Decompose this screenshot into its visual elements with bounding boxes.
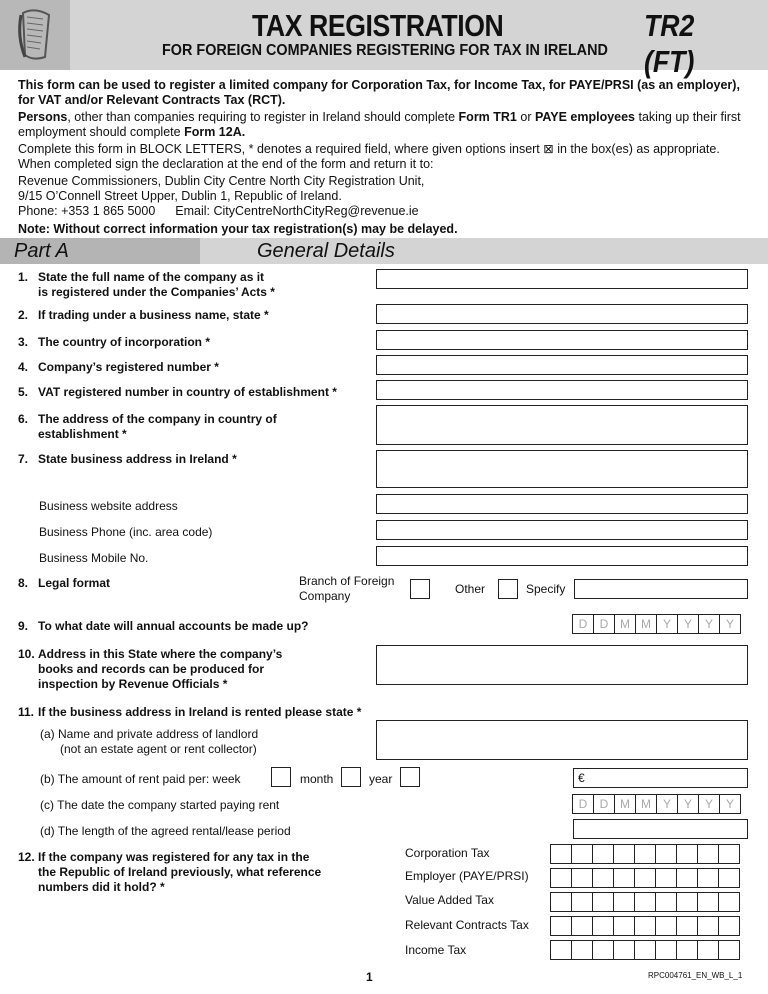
form-code: TR2 (FT) (644, 8, 695, 79)
ref-cell[interactable] (592, 844, 614, 864)
specify-label: Specify (526, 582, 566, 596)
date-cell[interactable]: M (635, 794, 657, 814)
q1-label: 1. State the full name of the company as it is registered under the Companies’ Acts * (18, 270, 275, 299)
rent-month-checkbox[interactable] (341, 767, 361, 787)
date-cell[interactable]: Y (719, 614, 741, 634)
ref-cell[interactable] (613, 892, 635, 912)
ref-cell[interactable] (550, 892, 572, 912)
country-incorporation-field[interactable] (376, 330, 748, 350)
ref-cell[interactable] (697, 940, 719, 960)
form-subtitle: FOR FOREIGN COMPANIES REGISTERING FOR TAX IN IRELAND (162, 42, 608, 59)
ref-employer-field[interactable] (551, 868, 740, 888)
q9-label: 9. To what date will annual accounts be made up? (18, 619, 309, 633)
contact-line: Phone: +353 1 865 5000 Email: CityCentreNorthCityReg@revenue.ie (18, 204, 419, 218)
ref-cell[interactable] (655, 916, 677, 936)
q2-label: 2. If trading under a business name, state * (18, 308, 269, 322)
ref-cell[interactable] (697, 892, 719, 912)
ref-cell[interactable] (571, 916, 593, 936)
rent-month-label: month (300, 772, 334, 786)
ref-cell[interactable] (718, 916, 740, 936)
ref-cell[interactable] (676, 940, 698, 960)
branch-label: Branch of Foreign Company (299, 574, 395, 603)
q3-label: 3. The country of incorporation * (18, 335, 211, 349)
ref-cell[interactable] (550, 868, 572, 888)
q7-label: 7. State business address in Ireland * (18, 452, 237, 466)
rent-start-date-field[interactable] (573, 794, 741, 814)
mobile-field[interactable] (376, 546, 748, 566)
ref-cell[interactable] (718, 940, 740, 960)
date-cell[interactable]: D (572, 794, 594, 814)
intro-p1: This form can be used to register a limited company for Corporation Tax, for Income Tax, for PAYE/PRSI (as an employer), for VAT and/or Relevant Contracts Tax (RCT). (18, 78, 740, 107)
date-cell[interactable]: Y (698, 794, 720, 814)
euro-sign: € (578, 771, 585, 785)
tax-income-label: Income Tax (405, 943, 467, 957)
ref-rct-field[interactable] (551, 916, 740, 936)
accounts-date-field[interactable] (573, 614, 741, 634)
ref-cell[interactable] (655, 940, 677, 960)
date-cell[interactable]: D (593, 794, 615, 814)
harp-logo (0, 0, 70, 70)
ref-cell[interactable] (634, 844, 656, 864)
irish-address-field[interactable] (376, 450, 748, 488)
ref-cell[interactable] (676, 844, 698, 864)
ref-cell[interactable] (571, 892, 593, 912)
rent-week-checkbox[interactable] (271, 767, 291, 787)
ref-cell[interactable] (655, 868, 677, 888)
q4-label: 4. Company’s registered number * (18, 360, 219, 374)
ref-cell[interactable] (592, 892, 614, 912)
ref-cell[interactable] (676, 916, 698, 936)
ref-cell[interactable] (655, 892, 677, 912)
ref-income-field[interactable] (551, 940, 740, 960)
intro-p3: Complete this form in BLOCK LETTERS, * denotes a required field, where given options insert ⊠ in the box(es) as appropriate. When completed sign the declaration at the end of the form and return it to: (18, 142, 720, 171)
mobile-label: Business Mobile No. (39, 551, 149, 565)
tax-rct-label: Relevant Contracts Tax (405, 918, 529, 932)
date-cell[interactable]: D (572, 614, 594, 634)
ref-cell[interactable] (718, 844, 740, 864)
q8-label: 8. Legal format (18, 576, 111, 590)
q11c-label: (c) The date the company started paying rent (40, 798, 280, 812)
ref-cell[interactable] (718, 892, 740, 912)
branch-checkbox[interactable] (410, 579, 430, 599)
ref-cell[interactable] (676, 868, 698, 888)
date-cell[interactable]: Y (677, 794, 699, 814)
date-cell[interactable]: M (614, 794, 636, 814)
ref-cell[interactable] (592, 916, 614, 936)
form-title: TAX REGISTRATION (252, 8, 504, 43)
address-line-1: Revenue Commissioners, Dublin City Centre North City Registration Unit, (18, 174, 425, 188)
page-number: 1 (366, 970, 373, 984)
ref-cell[interactable] (571, 940, 593, 960)
date-cell[interactable]: Y (719, 794, 741, 814)
ref-cell[interactable] (676, 892, 698, 912)
tax-vat-label: Value Added Tax (405, 893, 494, 907)
q11b-label: (b) The amount of rent paid per: week (40, 772, 241, 786)
form-reference-code: RPC004761_EN_WB_L_1 (648, 971, 743, 980)
q10-label: 10. Address in this State where the company’s books and records can be produced for inspection by Revenue Officials * (18, 647, 283, 691)
intro-note: Note: Without correct information your tax registration(s) may be delayed. (18, 222, 458, 236)
registered-number-field[interactable] (376, 355, 748, 375)
business-name-field[interactable] (376, 304, 748, 324)
ref-cell[interactable] (613, 916, 635, 936)
ref-cell[interactable] (697, 868, 719, 888)
ref-cell[interactable] (634, 868, 656, 888)
q6-label: 6. The address of the company in country of establishment * (18, 412, 277, 441)
q11-label: 11. If the business address in Ireland is rented please state * (18, 705, 362, 719)
address-line-2: 9/15 O’Connell Street Upper, Dublin 1, Republic of Ireland. (18, 189, 342, 203)
landlord-field[interactable] (376, 720, 748, 760)
rent-amount-field[interactable] (573, 768, 748, 788)
q11d-label: (d) The length of the agreed rental/lease period (40, 824, 291, 838)
ref-cell[interactable] (571, 844, 593, 864)
q11a-label: (a) Name and private address of landlord (not an estate agent or rent collector) (40, 727, 259, 756)
intro-p2: Persons, other than companies requiring to register in Ireland should complete Form TR1 or PAYE employees taking up their first employment should complete Form 12A. (18, 110, 741, 139)
date-cell[interactable]: Y (656, 794, 678, 814)
ref-cell[interactable] (592, 868, 614, 888)
other-checkbox[interactable] (498, 579, 518, 599)
ref-cell[interactable] (655, 844, 677, 864)
q5-label: 5. VAT registered number in country of establishment * (18, 385, 337, 399)
ref-cell[interactable] (613, 940, 635, 960)
records-address-field[interactable] (376, 645, 748, 685)
ref-vat-field[interactable] (551, 892, 740, 912)
q12-label: 12. If the company was registered for any tax in the the Republic of Ireland previously, what reference numbers did it hold? * (18, 850, 322, 894)
ref-cell[interactable] (634, 892, 656, 912)
specify-field[interactable] (574, 579, 748, 599)
ref-corporation-field[interactable] (551, 844, 740, 864)
phone-label: Business Phone (inc. area code) (39, 525, 213, 539)
ref-cell[interactable] (718, 868, 740, 888)
tax-employer-label: Employer (PAYE/PRSI) (405, 869, 529, 883)
date-cell[interactable]: M (635, 614, 657, 634)
ref-cell[interactable] (697, 916, 719, 936)
date-cell[interactable]: D (593, 614, 615, 634)
website-label: Business website address (39, 499, 178, 513)
tax-corporation-label: Corporation Tax (405, 846, 490, 860)
part-label: Part A (14, 240, 69, 262)
ref-cell[interactable] (550, 844, 572, 864)
date-cell[interactable]: Y (677, 614, 699, 634)
ref-cell[interactable] (613, 844, 635, 864)
ref-cell[interactable] (571, 868, 593, 888)
rent-year-checkbox[interactable] (400, 767, 420, 787)
date-cell[interactable]: Y (656, 614, 678, 634)
lease-length-field[interactable] (573, 819, 748, 839)
phone-field[interactable] (376, 520, 748, 540)
ref-cell[interactable] (550, 940, 572, 960)
vat-number-field[interactable] (376, 380, 748, 400)
part-heading: General Details (257, 240, 395, 262)
foreign-address-field[interactable] (376, 405, 748, 445)
other-label: Other (455, 582, 486, 596)
ref-cell[interactable] (634, 916, 656, 936)
ref-cell[interactable] (592, 940, 614, 960)
company-name-field[interactable] (376, 269, 748, 289)
ref-cell[interactable] (697, 844, 719, 864)
ref-cell[interactable] (634, 940, 656, 960)
intro-text (18, 78, 753, 239)
rent-year-label: year (369, 772, 393, 786)
website-field[interactable] (376, 494, 748, 514)
date-cell[interactable]: M (614, 614, 636, 634)
ref-cell[interactable] (613, 868, 635, 888)
ref-cell[interactable] (550, 916, 572, 936)
date-cell[interactable]: Y (698, 614, 720, 634)
